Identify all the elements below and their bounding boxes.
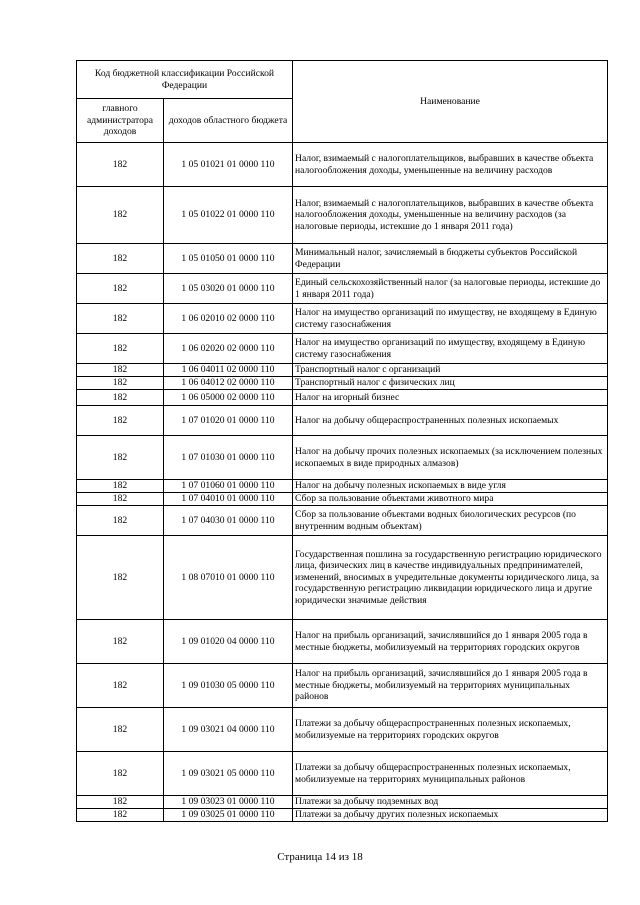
admin-code-cell: 182 (77, 406, 164, 436)
admin-code-cell: 182 (77, 796, 164, 809)
name-cell: Платежи за добычу подземных вод (293, 796, 608, 809)
admin-code-cell: 182 (77, 436, 164, 480)
name-cell: Государственная пошлина за государственную регистрацию юридического лица, физических лиц в качестве индивидуальных предпринимателей, изменений, вносимых в учредительные документы юридического лица, за государственную регистрацию ликвидации юридического лица и другие юридически значимые действия (293, 536, 608, 620)
table-row (77, 480, 608, 493)
table-row (77, 620, 608, 664)
admin-code-cell: 182 (77, 536, 164, 620)
admin-code-cell: 182 (77, 274, 164, 304)
budget-classification-table (76, 60, 608, 822)
table-row (77, 493, 608, 506)
table-row (77, 536, 608, 620)
name-cell: Налог на имущество организаций по имуществу, входящему в Единую систему газоснабжения (293, 334, 608, 364)
name-cell: Платежи за добычу других полезных ископаемых (293, 809, 608, 822)
admin-code-cell: 182 (77, 143, 164, 187)
header-group-title: Код бюджетной классификации Российской Федерации (77, 61, 293, 99)
admin-code-cell: 182 (77, 620, 164, 664)
admin-code-cell: 182 (77, 390, 164, 406)
table-row (77, 506, 608, 536)
name-cell: Налог на прибыль организаций, зачислявшийся до 1 января 2005 года в местные бюджеты, мобилизуемый на территориях муниципальных районов (293, 664, 608, 708)
admin-code-cell: 182 (77, 304, 164, 334)
name-cell: Налог, взимаемый с налогоплательщиков, выбравших в качестве объекта налогообложения доходы, уменьшенные на величину расходов (за налоговые периоды, истекшие до 1 января 2011 года) (293, 187, 608, 244)
income-code-cell: 1 07 01020 01 0000 110 (164, 406, 293, 436)
admin-code-cell: 182 (77, 364, 164, 377)
name-cell: Единый сельскохозяйственный налог (за налоговые периоды, истекшие до 1 января 2011 года) (293, 274, 608, 304)
income-code-cell: 1 05 01021 01 0000 110 (164, 143, 293, 187)
income-code-cell: 1 06 04012 02 0000 110 (164, 377, 293, 390)
name-cell: Налог на добычу общераспространенных полезных ископаемых (293, 406, 608, 436)
header-admin-column: главного администратора доходов (77, 99, 164, 143)
admin-code-cell: 182 (77, 334, 164, 364)
table-row (77, 334, 608, 364)
name-cell: Налог на игорный бизнес (293, 390, 608, 406)
name-cell: Налог на добычу полезных ископаемых в виде угля (293, 480, 608, 493)
income-code-cell: 1 07 01030 01 0000 110 (164, 436, 293, 480)
page-number: Страница 14 из 18 (277, 851, 363, 863)
table-row (77, 752, 608, 796)
admin-code-cell: 182 (77, 377, 164, 390)
name-cell: Транспортный налог с физических лиц (293, 377, 608, 390)
table-row (77, 390, 608, 406)
income-code-cell: 1 07 04030 01 0000 110 (164, 506, 293, 536)
admin-code-cell: 182 (77, 244, 164, 274)
table-row (77, 436, 608, 480)
table-row (77, 244, 608, 274)
admin-code-cell: 182 (77, 480, 164, 493)
income-code-cell: 1 05 01050 01 0000 110 (164, 244, 293, 274)
income-code-cell: 1 09 03021 05 0000 110 (164, 752, 293, 796)
admin-code-cell: 182 (77, 506, 164, 536)
income-code-cell: 1 09 01030 05 0000 110 (164, 664, 293, 708)
name-cell: Налог на имущество организаций по имуществу, не входящему в Единую систему газоснабжения (293, 304, 608, 334)
name-cell: Налог на прибыль организаций, зачислявшийся до 1 января 2005 года в местные бюджеты, мобилизуемый на территориях городских округов (293, 620, 608, 664)
name-cell: Платежи за добычу общераспространенных полезных ископаемых, мобилизуемые на территориях муниципальных районов (293, 752, 608, 796)
name-cell: Налог на добычу прочих полезных ископаемых (за исключением полезных ископаемых в виде природных алмазов) (293, 436, 608, 480)
name-cell: Транспортный налог с организаций (293, 364, 608, 377)
income-code-cell: 1 06 02010 02 0000 110 (164, 304, 293, 334)
income-code-cell: 1 09 03025 01 0000 110 (164, 809, 293, 822)
admin-code-cell: 182 (77, 752, 164, 796)
income-code-cell: 1 06 02020 02 0000 110 (164, 334, 293, 364)
income-code-cell: 1 09 03021 04 0000 110 (164, 708, 293, 752)
admin-code-cell: 182 (77, 187, 164, 244)
table-row (77, 809, 608, 822)
admin-code-cell: 182 (77, 664, 164, 708)
table-row (77, 304, 608, 334)
income-code-cell: 1 07 01060 01 0000 110 (164, 480, 293, 493)
header-name-column: Наименование (293, 61, 608, 143)
admin-code-cell: 182 (77, 493, 164, 506)
income-code-cell: 1 05 03020 01 0000 110 (164, 274, 293, 304)
table-row (77, 274, 608, 304)
income-code-cell: 1 06 04011 02 0000 110 (164, 364, 293, 377)
table-row (77, 406, 608, 436)
name-cell: Сбор за пользование объектами животного мира (293, 493, 608, 506)
name-cell: Платежи за добычу общераспространенных полезных ископаемых, мобилизуемые на территориях городских округов (293, 708, 608, 752)
name-cell: Минимальный налог, зачисляемый в бюджеты субъектов Российской Федерации (293, 244, 608, 274)
name-cell: Налог, взимаемый с налогоплательщиков, выбравших в качестве объекта налогообложения доходы, уменьшенные на величину расходов (293, 143, 608, 187)
table-row (77, 377, 608, 390)
admin-code-cell: 182 (77, 708, 164, 752)
table-row (77, 708, 608, 752)
table-row (77, 664, 608, 708)
income-code-cell: 1 07 04010 01 0000 110 (164, 493, 293, 506)
income-code-cell: 1 06 05000 02 0000 110 (164, 390, 293, 406)
table-row (77, 796, 608, 809)
name-cell: Сбор за пользование объектами водных биологических ресурсов (по внутренним водным объектам) (293, 506, 608, 536)
income-code-cell: 1 05 01022 01 0000 110 (164, 187, 293, 244)
table-row (77, 143, 608, 187)
income-code-cell: 1 09 01020 04 0000 110 (164, 620, 293, 664)
table-row (77, 364, 608, 377)
income-code-cell: 1 08 07010 01 0000 110 (164, 536, 293, 620)
table-row (77, 187, 608, 244)
header-income-column: доходов областного бюджета (164, 99, 293, 143)
income-code-cell: 1 09 03023 01 0000 110 (164, 796, 293, 809)
admin-code-cell: 182 (77, 809, 164, 822)
